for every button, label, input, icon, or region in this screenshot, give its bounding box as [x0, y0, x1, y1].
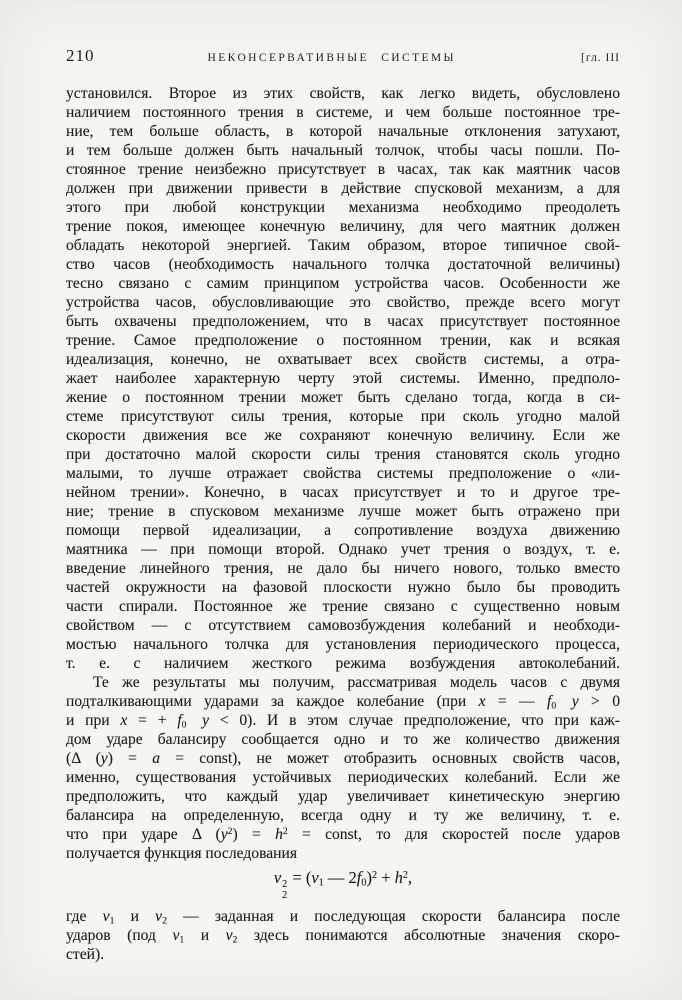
text-line: идеализация, конечно, не охватывает всех свойств системы, а отра-: [66, 351, 620, 368]
text-line: части спирали. Постоянное же трение связано с существенно новым: [66, 598, 620, 615]
text-line: трение. Самое предположение о постоянном трении, как и всякая: [66, 332, 620, 349]
text-line: устройства часов, обусловливающие это свойство, прежде всего могут: [66, 294, 620, 311]
text-line: жает наиболее характерную черту этой системы. Именно, предполо-: [66, 370, 620, 387]
page-number: 210: [66, 46, 95, 65]
text-line: обладать некоторой энергией. Таким образом, второе типичное свой-: [66, 237, 620, 254]
text-line: быть охвачены предположением, что в часах присутствует постоянное: [66, 313, 620, 330]
paragraph: [66, 673, 620, 863]
text-line: именно, существования устойчивых периодических колебаний. Если же: [66, 769, 620, 786]
text-line: получается функция последования: [66, 845, 298, 862]
text-line: стей).: [66, 946, 105, 964]
text-line: (Δ (y) = a = const), не может отобразить основных свойств часов,: [66, 750, 620, 767]
text-line: что при ударе Δ $(y^2) = h^2$ = const, то для скоростей после ударов: [66, 826, 620, 843]
text-line: маятника — при помощи второй. Однако учет трения о воздух, т. е.: [66, 541, 620, 558]
text-body: [66, 84, 620, 964]
text-line: ударов (под $v_1$ и $v_2$ здесь понимаются абсолютные значения скоро-: [66, 927, 620, 946]
page-header: [66, 46, 620, 66]
text-line: скорости движения все же сохраняют конечную величину. Если же: [66, 427, 620, 444]
text-line: тесно связано с самим принципом устройства часов. Особенности же: [66, 275, 620, 292]
text-line: балансира на определенную, всегда одну и ту же величину, т. е.: [66, 807, 620, 824]
text-line: частей окружности на фазовой плоскости нужно было бы проводить: [66, 579, 620, 596]
text-line: т. е. с наличием жесткого режима возбуждения автоколебаний.: [66, 655, 620, 672]
paragraph: [66, 907, 620, 964]
chapter-reference: [гл. III: [581, 52, 620, 64]
text-line: этого при любой конструкции механизма необходимо преодолеть: [66, 199, 620, 216]
text-line: дом ударе балансиру сообщается одно и то же количество движения: [66, 731, 620, 748]
text-line: трение покоя, имеющее конечную величину, для чего маятник должен: [66, 218, 620, 235]
text-line: помощи первой идеализации, а сопротивление воздуха движению: [66, 522, 620, 539]
text-line: ство часов (необходимость начального толчка достаточной величины): [66, 256, 620, 273]
text-line: Те же результаты мы получим, рассматривая модель часов с двумя: [93, 674, 620, 691]
text-line: стоянное трение неизбежно присутствует в часах, так как маятник часов: [66, 161, 620, 178]
text-line: при достаточно малой скорости силы трения становятся сколь угодно: [66, 446, 620, 463]
text-line: ние, тем больше область, в которой начальные отклонения затухают,: [66, 123, 620, 140]
text-line: нейном трении». Конечно, в часах присутствует и то и другое тре-: [66, 484, 620, 501]
text-line: жение о постоянном трении может быть сделано тогда, когда в си-: [66, 389, 620, 406]
formula: v 2 2 = ($v_1$ — $2f_0)^2 + h^2$,: [273, 868, 413, 901]
text-line: и при x = + $f_0$ y < 0). И в этом случае предположение, что при каж-: [66, 712, 620, 731]
text-line: ние; трение в спусковом механизме лучше может быть отражено при: [66, 503, 620, 520]
text-line: малыми, то лучше отражает свойства системы предположение о «ли-: [66, 465, 620, 482]
text-line: установился. Второе из этих свойств, как легко видеть, обусловлено: [66, 85, 620, 102]
text-line: стеме присутствуют силы трения, которые при сколь угодно малой: [66, 408, 620, 425]
text-line: наличием постоянного трения в системе, и чем больше постоянное тре-: [66, 104, 620, 121]
text-line: предположить, что каждый удар увеличивает кинетическую энергию: [66, 788, 620, 805]
text-line: подталкивающими ударами за каждое колебание (при x = — $f_0$ y > 0: [66, 693, 620, 712]
text-line: свойством — с отсутствием самовозбуждения колебаний и необходи-: [66, 617, 620, 634]
paragraph: [66, 84, 620, 673]
text-line: мостью начального толчка для установления периодического процесса,: [66, 636, 620, 653]
text-line: введение линейного трения, не дало бы ничего нового, только вместо: [66, 560, 620, 577]
text-line: где $v_1$ и $v_2$ — заданная и последующая скорости балансира после: [66, 908, 621, 927]
running-title: НЕКОНСЕРВАТИВНЫЕ СИСТЕМЫ: [207, 52, 456, 64]
text-line: должен при движении привести в действие спусковой механизм, а для: [66, 180, 620, 197]
text-line: и тем больше должен быть начальный толчок, чтобы часы пошли. По-: [66, 142, 620, 159]
